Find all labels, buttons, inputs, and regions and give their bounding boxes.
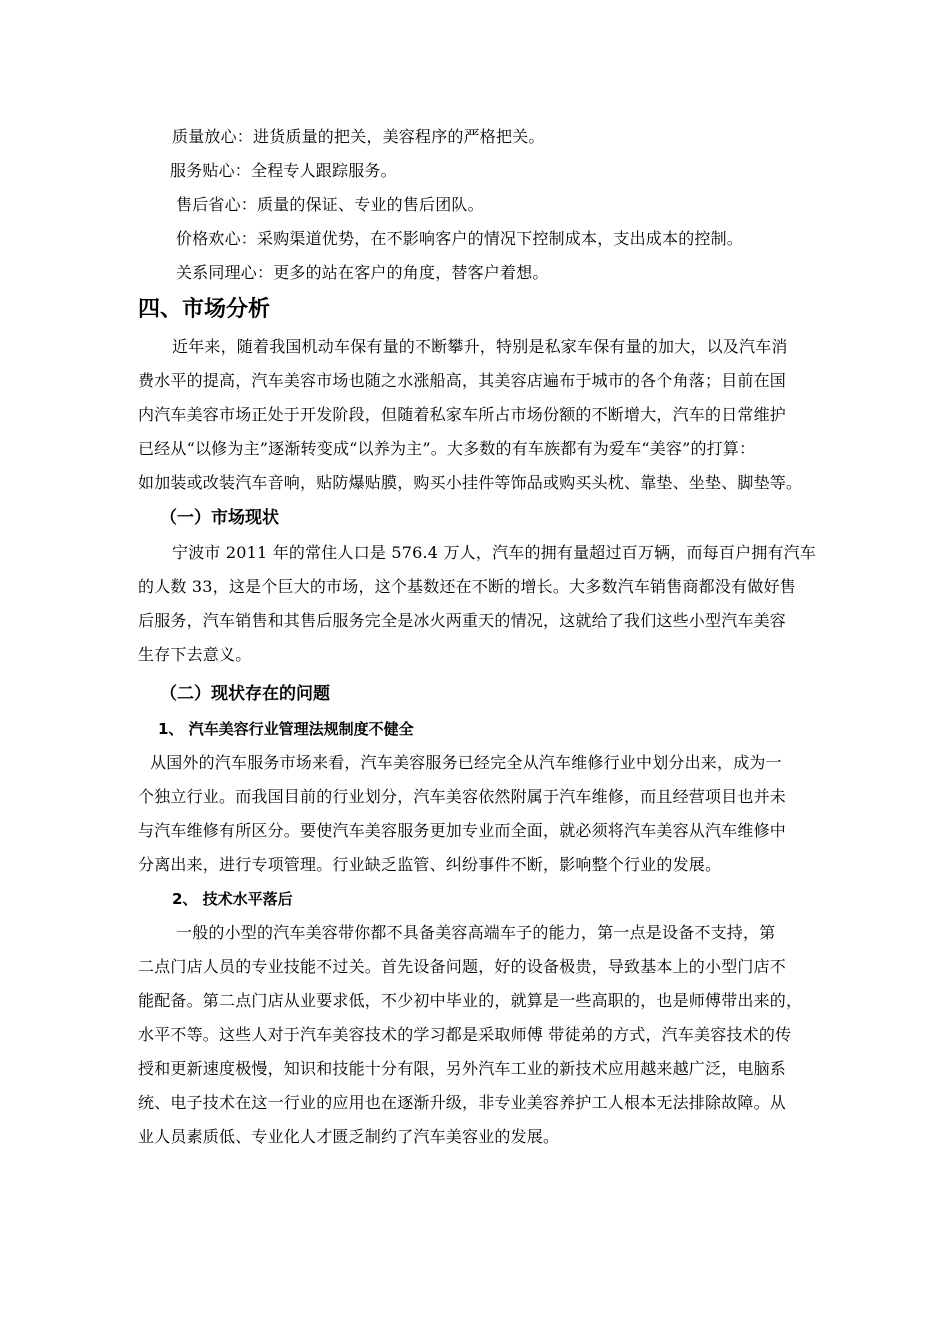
paragraph-line: 与汽车维修有所区分。要使汽车美容服务更加专业而全面，就必须将汽车美容从汽车维修中 [138,821,787,840]
paragraph-line: 能配备。第二点门店从业要求低，不少初中毕业的，就算是一些高职的，也是师傅带出来的， [138,991,803,1010]
service-point: 质量放心：进货质量的把关，美容程序的严格把关。 [172,127,545,146]
paragraph-line: 一般的小型的汽车美容带你都不具备美容高端车子的能力，第一点是设备不支持，第 [176,923,776,942]
paragraph-line: 从国外的汽车服务市场来看，汽车美容服务已经完全从汽车维修行业中划分出来，成为一 [150,753,782,772]
service-point: 价格欢心：采购渠道优势，在不影响客户的情况下控制成本，支出成本的控制。 [176,229,744,248]
paragraph-line: 统、电子技术在这一行业的应用也在逐渐升级，非专业美容养护工人根本无法排除故障。从 [138,1093,787,1112]
paragraph-line: 费水平的提高，汽车美容市场也随之水涨船高，其美容店遍布于城市的各个角落；目前在国 [138,371,787,390]
paragraph-line: 已经从“以修为主”逐渐转变成“以养为主”。大多数的有车族都有为爱车“美容”的打算： [138,439,756,458]
paragraph-line: 内汽车美容市场正处于开发阶段，但随着私家车所占市场份额的不断增大，汽车的日常维护 [138,405,787,424]
paragraph-line: 个独立行业。而我国目前的行业划分，汽车美容依然附属于汽车维修，而且经营项目也并未 [138,787,787,806]
paragraph-line: 生存下去意义。 [138,645,252,664]
paragraph-line: 水平不等。这些人对于汽车美容技术的学习都是采取师傅 带徒弟的方式，汽车美容技术的传 [138,1025,792,1044]
paragraph-line: 如加装或改装汽车音响，贴防爆贴膜，购买小挂件等饰品或购买头枕、靠垫、坐垫、脚垫等。 [138,473,803,492]
service-point: 服务贴心：全程专人跟踪服务。 [170,161,397,180]
service-point: 售后省心：质量的保证、专业的售后团队。 [176,195,484,214]
document-page [138,120,828,1154]
item-heading-regulation: 1、 汽车美容行业管理法规制度不健全 [158,720,414,738]
subsection-heading-market-status: （一）市场现状 [160,508,279,528]
paragraph-line: 二点门店人员的专业技能不过关。首先设备问题，好的设备极贵，导致基本上的小型门店不 [138,957,787,976]
paragraph-line: 授和更新速度极慢，知识和技能十分有限，另外汽车工业的新技术应用越来越广泛，电脑系 [138,1059,787,1078]
paragraph-line: 近年来，随着我国机动车保有量的不断攀升，特别是私家车保有量的加大，以及汽车消 [172,337,788,356]
paragraph-line: 业人员素质低、专业化人才匮乏制约了汽车美容业的发展。 [138,1127,560,1146]
subsection-heading-problems: （二）现状存在的问题 [160,684,330,704]
service-point: 关系同理心：更多的站在客户的角度，替客户着想。 [176,263,549,282]
section-heading-market-analysis: 四、市场分析 [138,297,271,322]
paragraph-line: 的人数 33，这是个巨大的市场，这个基数还在不断的增长。大多数汽车销售商都没有做好售 [138,577,796,596]
paragraph-line: 后服务，汽车销售和其售后服务完全是冰火两重天的情况，这就给了我们这些小型汽车美容 [138,611,787,630]
item-heading-technology: 2、 技术水平落后 [172,890,293,908]
paragraph-line: 宁波市 2011 年的常住人口是 576.4 万人，汽车的拥有量超过百万辆，而每百户拥有汽车 [172,543,817,562]
paragraph-line: 分离出来，进行专项管理。行业缺乏监管、纠纷事件不断，影响整个行业的发展。 [138,855,722,874]
